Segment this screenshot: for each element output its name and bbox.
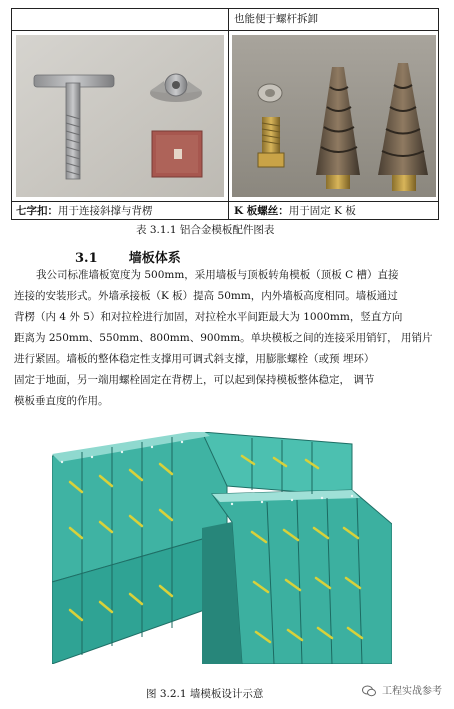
paragraph-line: 模板垂直度的作用。 <box>14 395 109 407</box>
seven-clip-caption: 七字扣：用于连接斜撑与背楞 <box>16 205 153 217</box>
paragraph-line: 背楞（内 4 外 5）和对拉栓进行加固，对拉栓水平间距最大为 1000mm，竖直方向 <box>14 311 403 323</box>
paragraph-line: 距离为 250mm、550mm、800mm、900mm。单块模板之间的连接采用销钉， 用销片 <box>14 332 433 344</box>
watermark-text: 工程实战参考 <box>382 686 442 697</box>
table-title: 表 3.1.1 铝合金模板配件图表 <box>136 224 275 236</box>
paragraph-line: 进行紧固。墙板的整体稳定性支撑用可调式斜支撑，用膨胀螺栓（或预 埋环） <box>14 353 375 365</box>
seven-clip-image <box>16 35 224 197</box>
table-row-divider <box>12 30 438 31</box>
section-number: 3.1 <box>75 251 98 266</box>
k-board-bolt-image <box>232 35 436 197</box>
paragraph-line: 我公司标准墙板宽度为 500mm，采用墙板与顶板转角模板（顶板 C 槽）直接 <box>36 269 399 281</box>
section-heading <box>75 247 181 266</box>
paragraph-line: 固定于地面，另一端用螺栓固定在背楞上，可以起到保持模板整体稳定， 调节 <box>14 374 375 386</box>
watermark <box>362 682 442 697</box>
seven-clip-photo <box>16 35 224 197</box>
wall-formwork-illustration <box>52 432 392 664</box>
table-header-right: 也能便于螺杆拆卸 <box>234 13 318 25</box>
accessories-table <box>11 8 439 220</box>
section-title: 墙板体系 <box>128 251 181 266</box>
paragraph-line: 连接的安装形式。外墙承接板（K 板）提高 50mm，内外墙板高度相同。墙板通过 <box>14 290 398 302</box>
k-board-bolt-photo <box>232 35 436 197</box>
wall-formwork-diagram <box>52 432 392 664</box>
table-divider <box>228 9 229 219</box>
wechat-icon <box>362 685 376 697</box>
table-row-divider <box>12 201 438 202</box>
k-board-bolt-caption: K 板螺丝：用于固定 K 板 <box>234 205 356 217</box>
figure-caption: 图 3.2.1 墙模板设计示意 <box>146 688 264 700</box>
